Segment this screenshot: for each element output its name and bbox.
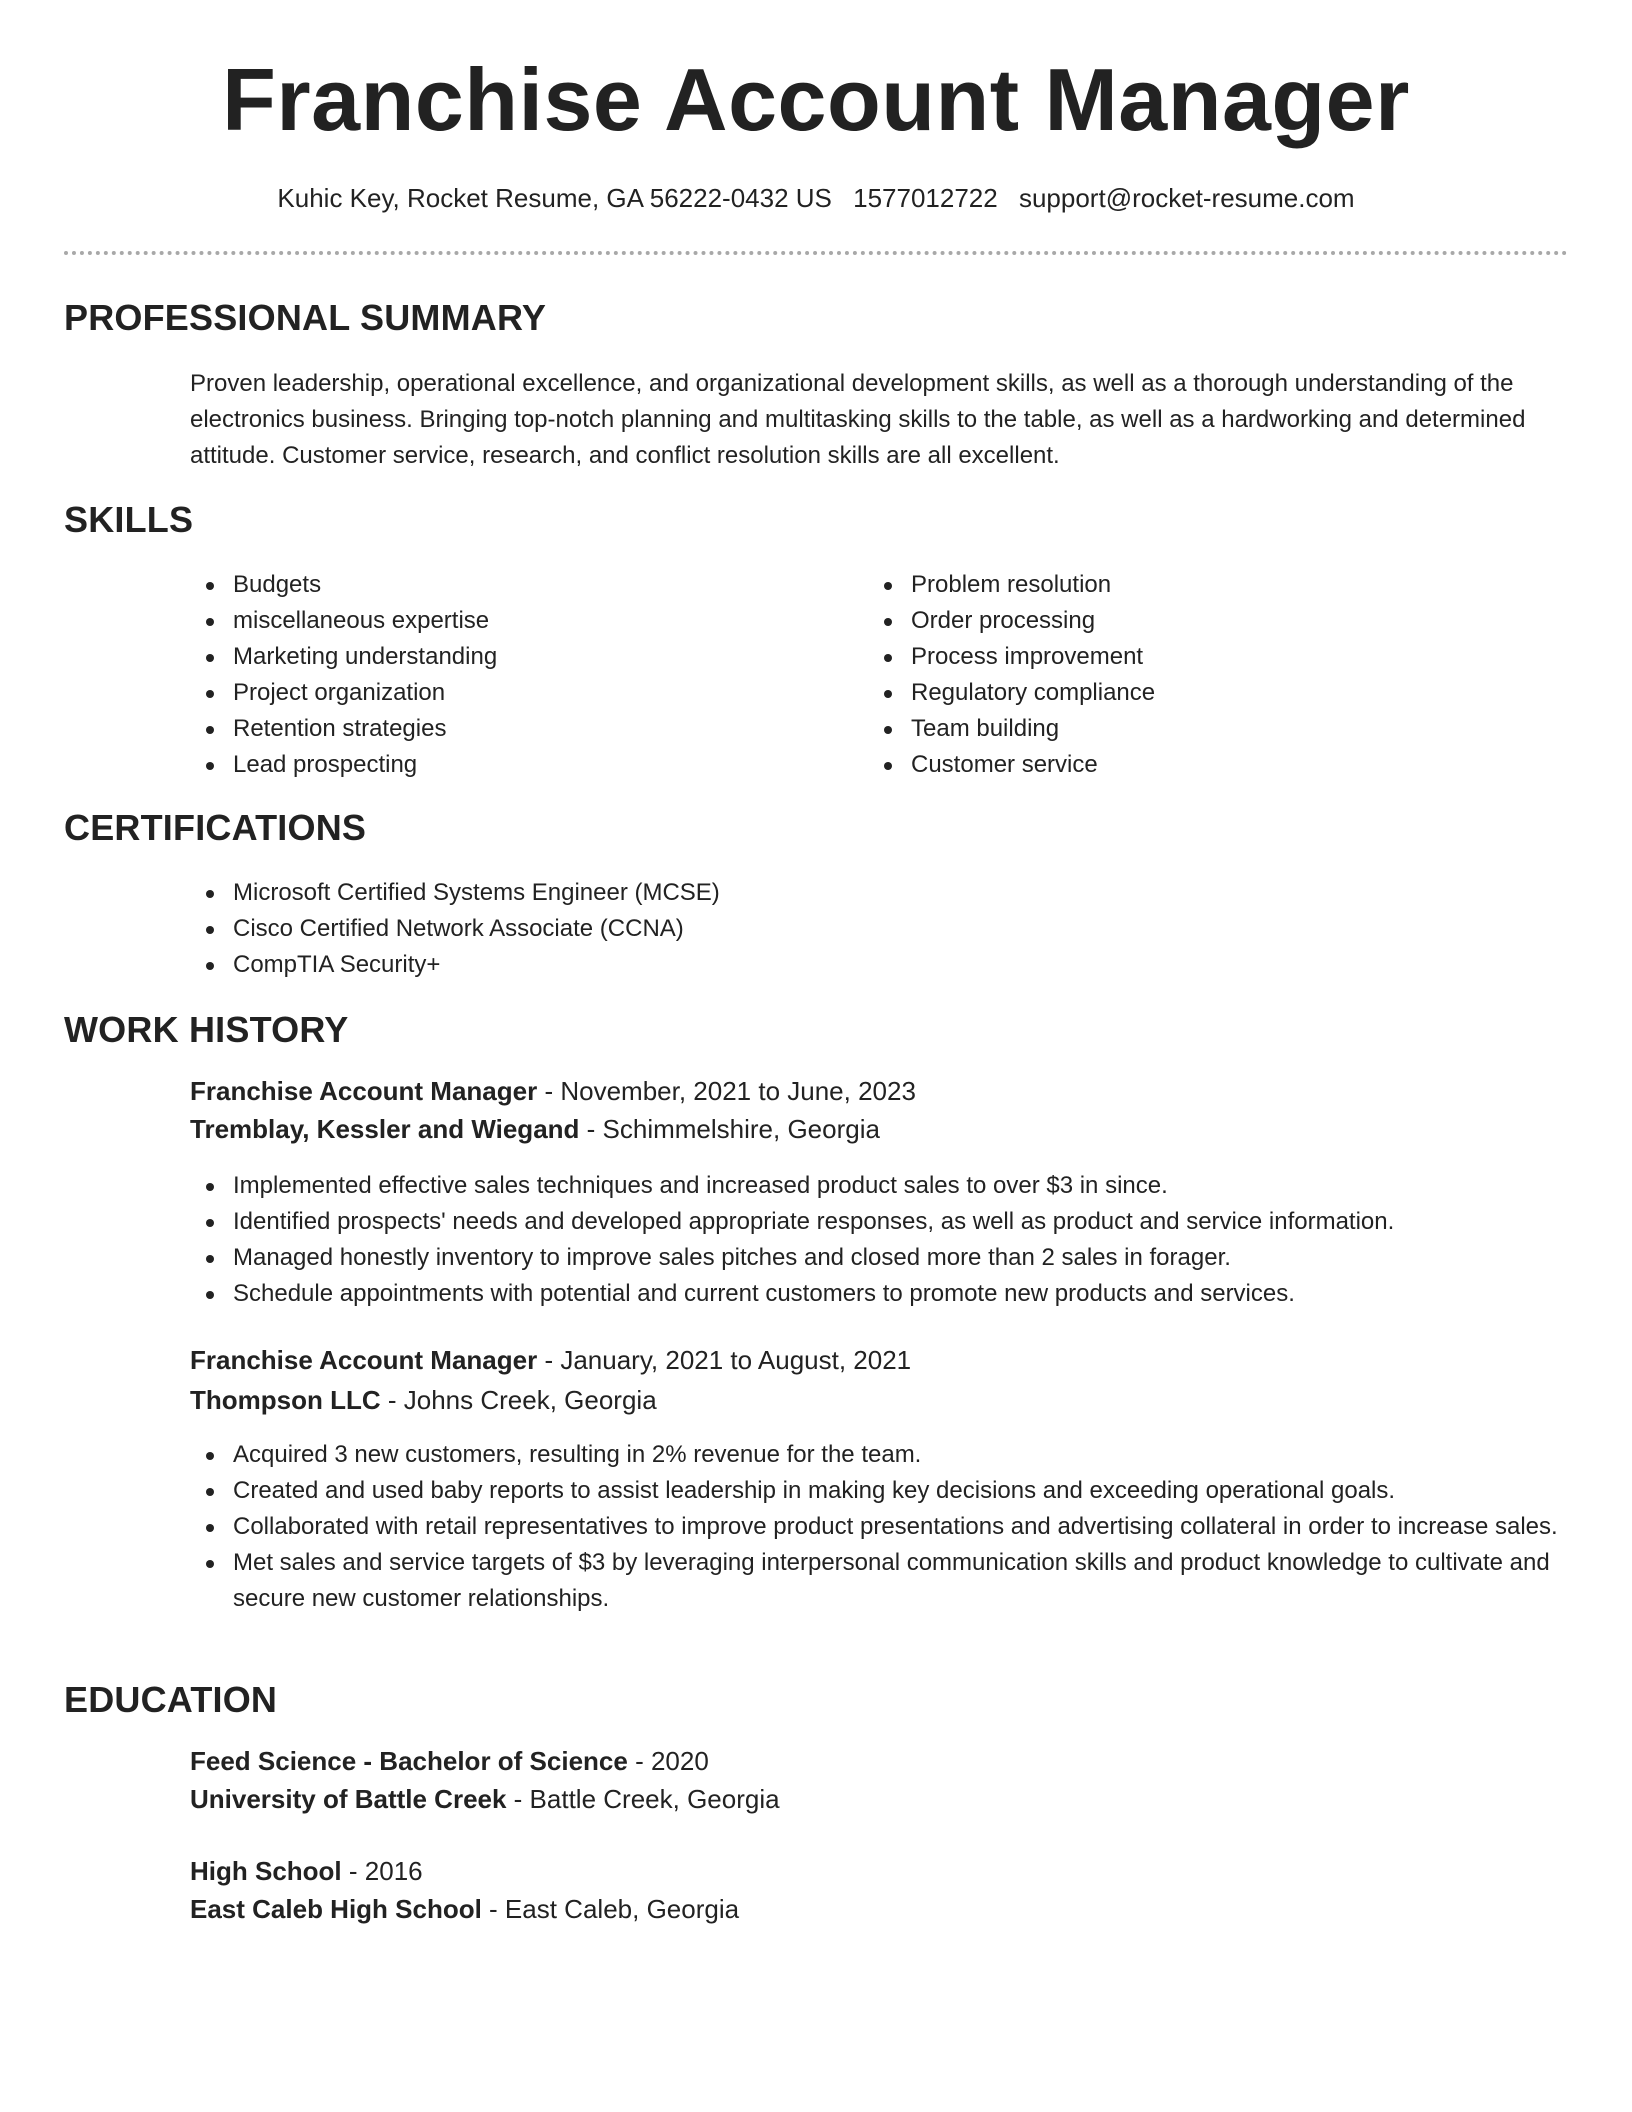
job-location: - Johns Creek, Georgia xyxy=(380,1385,657,1415)
skill-item: Team building xyxy=(868,711,1508,747)
summary-text: Proven leadership, operational excellence, and organizational development skills, as well as a thorough understanding of the electronics business. Bringing top-notch planning and multitasking skills to the table, as well as a hardworking and determined attitude. Customer service, research, and conflict resolution skills are all excellent. xyxy=(190,370,1526,469)
education-degree: Feed Science - Bachelor of Science xyxy=(190,1746,628,1776)
job-company-line xyxy=(190,1385,657,1416)
job-title-line xyxy=(190,1345,911,1376)
education-location: - East Caleb, Georgia xyxy=(481,1894,740,1924)
job-title-line xyxy=(190,1076,916,1107)
job-company: Tremblay, Kessler and Wiegand xyxy=(190,1114,580,1144)
skill-item: Process improvement xyxy=(868,639,1508,675)
job-dates: - January, 2021 to August, 2021 xyxy=(537,1345,912,1375)
contact-address: Kuhic Key, Rocket Resume, GA 56222-0432 US xyxy=(277,183,832,213)
skills-heading: SKILLS xyxy=(64,499,194,540)
job-bullet: Schedule appointments with potential and current customers to promote new products and services. xyxy=(190,1276,1570,1312)
job-bullets xyxy=(190,1437,1570,1617)
resume-name: Franchise Account Manager xyxy=(222,50,1410,149)
skill-item: Retention strategies xyxy=(190,711,830,747)
education-school-line xyxy=(190,1894,739,1925)
job-bullets xyxy=(190,1168,1570,1312)
certification-item: Cisco Certified Network Associate (CCNA) xyxy=(190,911,1570,947)
certification-item: Microsoft Certified Systems Engineer (MCSE) xyxy=(190,875,1570,911)
skill-item: Customer service xyxy=(868,747,1508,783)
header-divider xyxy=(64,251,1568,255)
education-degree-line xyxy=(190,1746,709,1777)
education-degree: High School xyxy=(190,1856,342,1886)
skill-item: Budgets xyxy=(190,567,830,603)
skills-list-left xyxy=(190,567,830,783)
job-role: Franchise Account Manager xyxy=(190,1076,538,1106)
contact-line xyxy=(0,183,1632,214)
contact-email: support@rocket-resume.com xyxy=(1018,183,1355,213)
job-company: Thompson LLC xyxy=(190,1385,381,1415)
job-role: Franchise Account Manager xyxy=(190,1345,538,1375)
job-bullet: Created and used baby reports to assist leadership in making key decisions and exceeding operational goals. xyxy=(190,1473,1570,1509)
skills-list-right xyxy=(868,567,1508,783)
work-history-heading: WORK HISTORY xyxy=(64,1009,349,1050)
education-year: - 2016 xyxy=(341,1856,423,1886)
job-bullet: Identified prospects' needs and developed appropriate responses, as well as product and service information. xyxy=(190,1204,1570,1240)
certification-item: CompTIA Security+ xyxy=(190,947,1570,983)
job-dates: - November, 2021 to June, 2023 xyxy=(537,1076,916,1106)
job-bullet: Collaborated with retail representatives to improve product presentations and advertising collateral in order to increase sales. xyxy=(190,1509,1570,1545)
skill-item: Order processing xyxy=(868,603,1508,639)
education-year: - 2020 xyxy=(627,1746,709,1776)
education-degree-line xyxy=(190,1856,423,1887)
contact-phone: 1577012722 xyxy=(853,183,998,213)
job-bullet: Met sales and service targets of $3 by leveraging interpersonal communication skills and product knowledge to cultivate and secure new customer relationships. xyxy=(190,1545,1570,1617)
skill-item: Problem resolution xyxy=(868,567,1508,603)
education-school: University of Battle Creek xyxy=(190,1784,507,1814)
certifications-list xyxy=(190,875,1570,983)
certifications-heading: CERTIFICATIONS xyxy=(64,807,367,848)
job-bullet: Managed honestly inventory to improve sales pitches and closed more than 2 sales in forager. xyxy=(190,1240,1570,1276)
skill-item: Lead prospecting xyxy=(190,747,830,783)
summary-heading: PROFESSIONAL SUMMARY xyxy=(64,297,547,338)
job-bullet: Implemented effective sales techniques and increased product sales to over $3 in since. xyxy=(190,1168,1570,1204)
skill-item: Project organization xyxy=(190,675,830,711)
skill-item: Regulatory compliance xyxy=(868,675,1508,711)
job-company-line xyxy=(190,1114,880,1145)
job-bullet: Acquired 3 new customers, resulting in 2% revenue for the team. xyxy=(190,1437,1570,1473)
job-location: - Schimmelshire, Georgia xyxy=(579,1114,880,1144)
education-school: East Caleb High School xyxy=(190,1894,482,1924)
education-heading: EDUCATION xyxy=(64,1679,278,1720)
skill-item: Marketing understanding xyxy=(190,639,830,675)
education-school-line xyxy=(190,1784,780,1815)
skill-item: miscellaneous expertise xyxy=(190,603,830,639)
education-location: - Battle Creek, Georgia xyxy=(506,1784,780,1814)
